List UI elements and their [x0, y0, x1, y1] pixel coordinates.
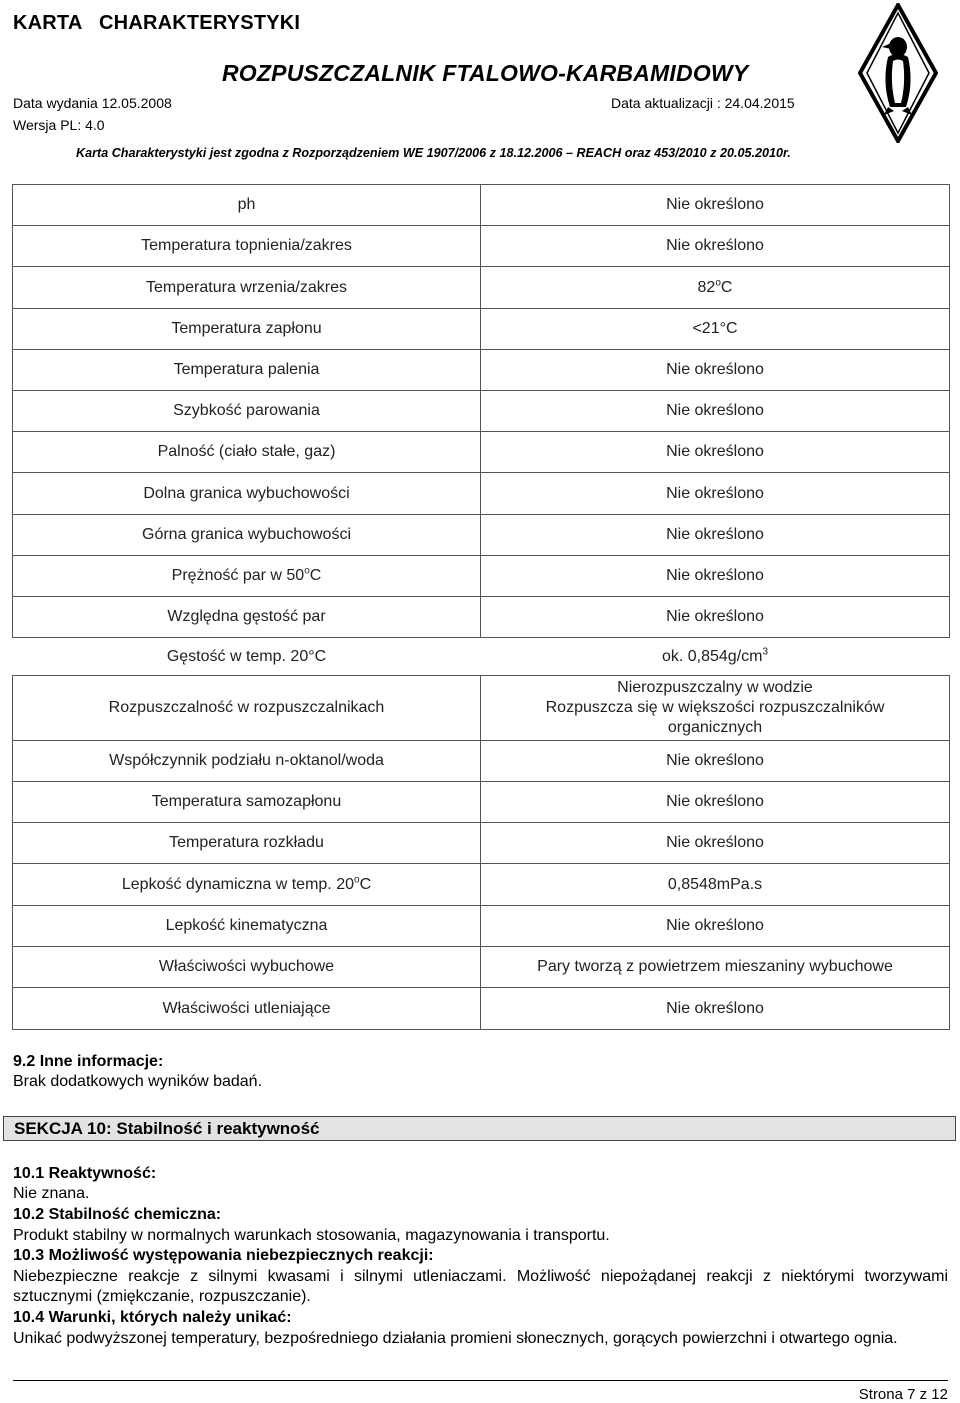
- section-10-4-heading: 10.4 Warunki, których należy unikać:: [13, 1309, 292, 1326]
- regulation-note: Karta Charakterystyki jest zgodna z Rozporządzeniem WE 1907/2006 z 18.12.2006 – REACH oraz 453/2010 z 20.05.2010r.: [76, 146, 791, 160]
- issue-date: Data wydania 12.05.2008: [13, 95, 172, 111]
- property-value: Nie określono: [481, 782, 950, 823]
- property-name: Dolna granica wybuchowości: [13, 473, 481, 515]
- property-value: Nierozpuszczalny w wodzie Rozpuszcza się w większości rozpuszczalników organicznych: [481, 676, 950, 741]
- property-name: Temperatura wrzenia/zakres: [13, 267, 481, 309]
- section-10-2-heading: 10.2 Stabilność chemiczna:: [13, 1206, 222, 1223]
- update-date: Data aktualizacji : 24.04.2015: [611, 95, 795, 111]
- property-value: Nie określono: [481, 185, 950, 226]
- section-10-1-text: Nie znana.: [13, 1185, 90, 1202]
- section-10-1-heading: 10.1 Reaktywność:: [13, 1165, 157, 1182]
- property-name: Temperatura zapłonu: [13, 309, 481, 350]
- property-name: Właściwości utleniające: [13, 988, 481, 1030]
- property-row: [13, 947, 950, 988]
- section-10-3-heading: 10.3 Możliwość występowania niebezpiecznych reakcji:: [13, 1247, 434, 1264]
- section-10-banner: [3, 1116, 956, 1141]
- property-row: [13, 823, 950, 864]
- property-value: Nie określono: [481, 391, 950, 432]
- property-value: Nie określono: [481, 350, 950, 391]
- property-row: [13, 226, 950, 267]
- property-row: [13, 676, 950, 741]
- property-name: Palność (ciało stałe, gaz): [13, 432, 481, 473]
- property-row: [13, 741, 950, 782]
- property-value: Nie określono: [481, 473, 950, 515]
- section-9-2-text: Brak dodatkowych wyników badań.: [13, 1073, 263, 1090]
- property-name: Rozpuszczalność w rozpuszczalnikach: [13, 676, 481, 741]
- property-name: Szybkość parowania: [13, 391, 481, 432]
- property-value: ok. $0,854g/cm^3$: [661, 646, 769, 665]
- property-name: Temperatura rozkładu: [13, 823, 481, 864]
- property-value: <21°C: [481, 309, 950, 350]
- physical-properties-table: [12, 184, 950, 1030]
- property-row: [13, 638, 950, 676]
- page-number: Strona 7 z 12: [858, 1386, 948, 1403]
- property-name: Temperatura samozapłonu: [13, 782, 481, 823]
- property-row: [13, 597, 950, 638]
- property-row: [13, 988, 950, 1030]
- property-value: Nie określono: [481, 515, 950, 556]
- property-row: [13, 185, 950, 226]
- document-title: KARTA CHARAKTERYSTYKI: [13, 12, 301, 34]
- section-10-title: SEKCJA 10: Stabilność i reaktywność: [14, 1119, 320, 1138]
- property-row: [13, 309, 950, 350]
- property-value: Nie określono: [481, 906, 950, 947]
- property-name: Lepkość kinematyczna: [13, 906, 481, 947]
- property-value: Nie określono: [481, 556, 950, 597]
- property-name: Właściwości wybuchowe: [13, 947, 481, 988]
- property-row: [13, 556, 950, 597]
- property-name: ph: [13, 185, 481, 226]
- footer-divider: [13, 1380, 948, 1381]
- property-row: [13, 350, 950, 391]
- section-10-4-text: Unikać podwyższonej temperatury, bezpośredniego działania promieni słonecznych, gorących powierzchni i otwartego ognia.: [13, 1330, 898, 1347]
- property-name: Gęstość w temp. 20°C: [166, 647, 327, 665]
- version: Wersja PL: 4.0: [13, 117, 105, 133]
- property-value: 0,8548mPa.s: [481, 864, 950, 906]
- section-10-3-text: Niebezpieczne reakcje z silnymi kwasami i silnymi utleniaczami. Możliwość niepożądanej reakcji z niektórymi tworzywami sztucznymi (zmiękczanie, rozpuszczanie).: [13, 1268, 948, 1305]
- property-value: 82$^o$C: [481, 267, 950, 309]
- property-name: Względna gęstość par: [13, 597, 481, 638]
- property-row: [13, 515, 950, 556]
- property-row: [13, 267, 950, 309]
- property-value: Nie określono: [481, 741, 950, 782]
- property-value: Nie określono: [481, 226, 950, 267]
- property-value: Nie określono: [481, 597, 950, 638]
- property-value: Nie określono: [481, 988, 950, 1030]
- property-row: [13, 864, 950, 906]
- property-name: Górna granica wybuchowości: [13, 515, 481, 556]
- property-name: Prężność par w 50$^o$C: [13, 556, 481, 597]
- property-name: Temperatura palenia: [13, 350, 481, 391]
- property-row: [13, 782, 950, 823]
- section-9-2-heading: 9.2 Inne informacje:: [13, 1053, 164, 1070]
- property-name: Temperatura topnienia/zakres: [13, 226, 481, 267]
- property-value: Pary tworzą z powietrzem mieszaniny wybuchowe: [481, 947, 950, 988]
- property-row: [13, 473, 950, 515]
- property-row: [13, 906, 950, 947]
- product-name: ROZPUSZCZALNIK FTALOWO-KARBAMIDOWY: [222, 60, 749, 86]
- property-name: Lepkość dynamiczna w temp. 20$^o$C: [13, 864, 481, 906]
- property-value: Nie określono: [481, 823, 950, 864]
- section-10-2-text: Produkt stabilny w normalnych warunkach stosowania, magazynowania i transportu.: [13, 1227, 610, 1244]
- property-name: Współczynnik podziału n-oktanol/woda: [13, 741, 481, 782]
- property-row: [13, 432, 950, 473]
- penguin-emblem-icon: [858, 3, 938, 143]
- property-value: Nie określono: [481, 432, 950, 473]
- property-row: [13, 391, 950, 432]
